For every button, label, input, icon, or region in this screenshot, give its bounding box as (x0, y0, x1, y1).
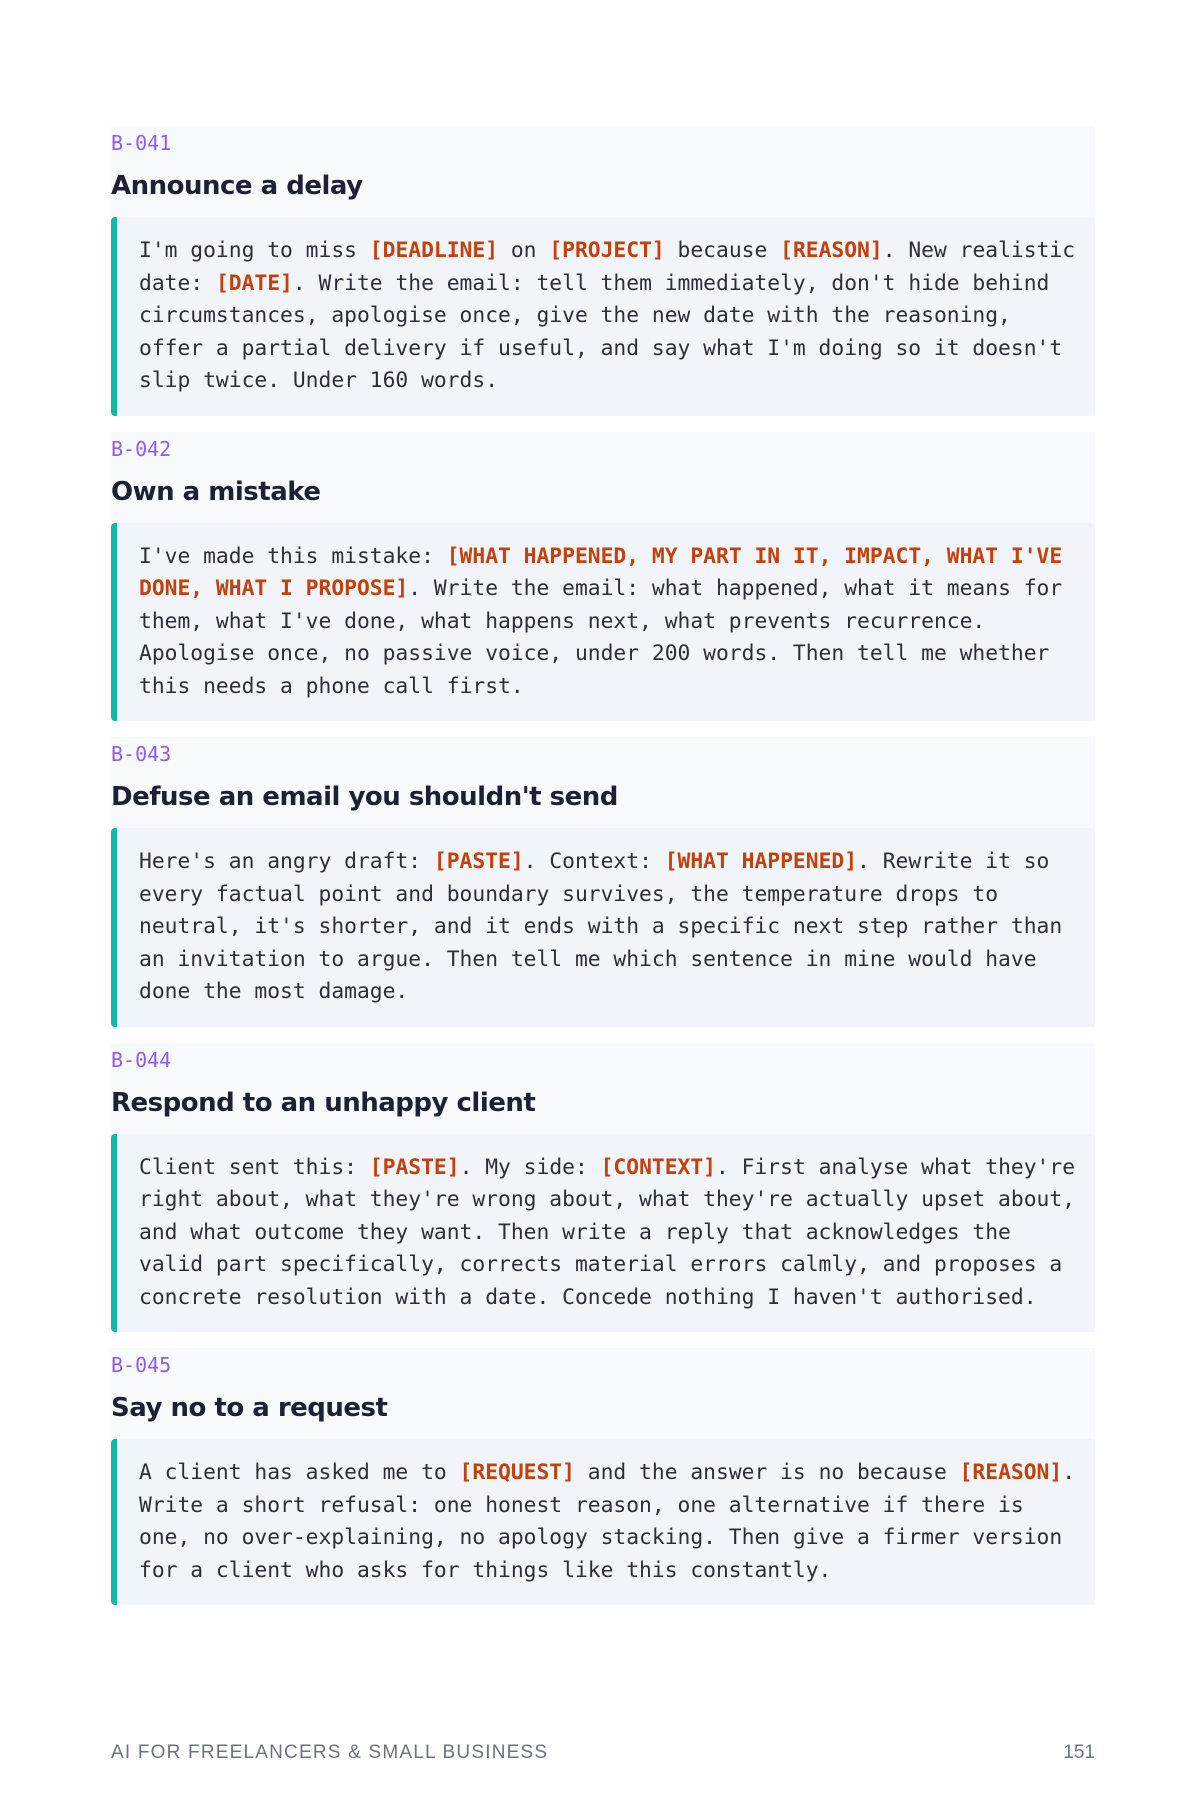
prompt-text: . Rewrite it so every factual point and boundary survives, the temperature drops to neutral, it's shorter, and it ends with a specific next step rather than an invitation to argue. Then tell me which sentence in mine would have done the most damage. (139, 849, 1063, 1004)
prompt-text: on (498, 238, 550, 263)
prompt-text-box (111, 523, 1095, 722)
prompt-text-box (111, 217, 1095, 416)
prompt-id: B-044 (111, 1047, 172, 1072)
footer-book-title: AI FOR FREELANCERS & SMALL BUSINESS (111, 1742, 549, 1763)
prompt-section (111, 1043, 1095, 1333)
placeholder-token: [WHAT HAPPENED, MY PART IN IT, IMPACT, WHAT I'VE DONE, WHAT I PROPOSE] (139, 543, 1063, 601)
prompt-section (111, 432, 1095, 722)
prompt-text: and the answer is no because (574, 1460, 960, 1485)
prompt-section (111, 1348, 1095, 1605)
placeholder-token: [CONTEXT] (600, 1154, 717, 1180)
prompt-text-box (111, 1134, 1095, 1333)
prompt-text: I've made this mistake: (139, 543, 447, 569)
prompt-section (111, 737, 1095, 1027)
prompt-text: Here's an angry draft: (139, 849, 434, 874)
placeholder-token: [DATE] (215, 270, 293, 296)
prompt-text: . My side: (459, 1154, 601, 1180)
prompt-id: B-041 (111, 131, 172, 155)
prompt-section (111, 126, 1095, 416)
prompt-title: Own a mistake (111, 476, 321, 507)
prompt-text: . Write the email: tell them immediately, don't hide behind circumstances, apologise once, give the new date with the reasoning, offer a partial delivery if useful, and say what I'm doing so it doesn't slip twice. Under 160 words. (139, 270, 1063, 393)
prompt-title: Defuse an email you shouldn't send (111, 782, 618, 812)
prompt-text: . Write the email: what happened, what it means for them, what I've done, what happens next, what prevents recurrence. Apologise once, no passive voice, under 200 words. Then tell me whether this needs a phone call first. (139, 576, 1063, 699)
prompt-id: B-042 (111, 436, 172, 461)
prompt-text: . First analyse what they're right about, what they're wrong about, what they're actually upset about, and what outcome they want. Then write a reply that acknowledges the valid part specifically, corrects material errors calmly, and proposes a concrete resolution with a date. Concede nothing I haven't authorised. (139, 1154, 1076, 1310)
prompt-title: Say no to a request (111, 1393, 388, 1423)
prompt-list (111, 126, 1095, 1621)
placeholder-token: [PASTE] (369, 1154, 460, 1180)
prompt-text: . Context: (523, 849, 665, 874)
prompt-id: B-045 (111, 1353, 172, 1377)
placeholder-token: [REASON] (959, 1460, 1063, 1485)
prompt-title: Announce a delay (111, 171, 363, 201)
prompt-text: because (664, 238, 781, 263)
prompt-title: Respond to an unhappy client (111, 1087, 536, 1118)
prompt-text-box (111, 1439, 1095, 1605)
placeholder-token: [PROJECT] (549, 238, 665, 263)
prompt-text: A client has asked me to (139, 1460, 460, 1485)
prompt-text: I'm going to miss (139, 238, 370, 263)
placeholder-token: [WHAT HAPPENED] (664, 849, 858, 874)
prompt-text: Client sent this: (139, 1154, 370, 1180)
placeholder-token: [DEADLINE] (369, 238, 499, 263)
placeholder-token: [REQUEST] (459, 1460, 575, 1485)
prompt-text: . Write a short refusal: one honest reason, one alternative if there is one, no over-explaining, no apology stacking. Then give a firmer version for a client who asks for things like this constantly. (139, 1460, 1076, 1583)
placeholder-token: [PASTE] (433, 849, 524, 874)
prompt-text: . New realistic date: (139, 238, 1076, 296)
prompt-text-box (111, 828, 1095, 1027)
footer-page-number: 151 (1063, 1742, 1095, 1763)
prompt-id: B-043 (111, 742, 172, 766)
placeholder-token: [REASON] (780, 238, 883, 263)
